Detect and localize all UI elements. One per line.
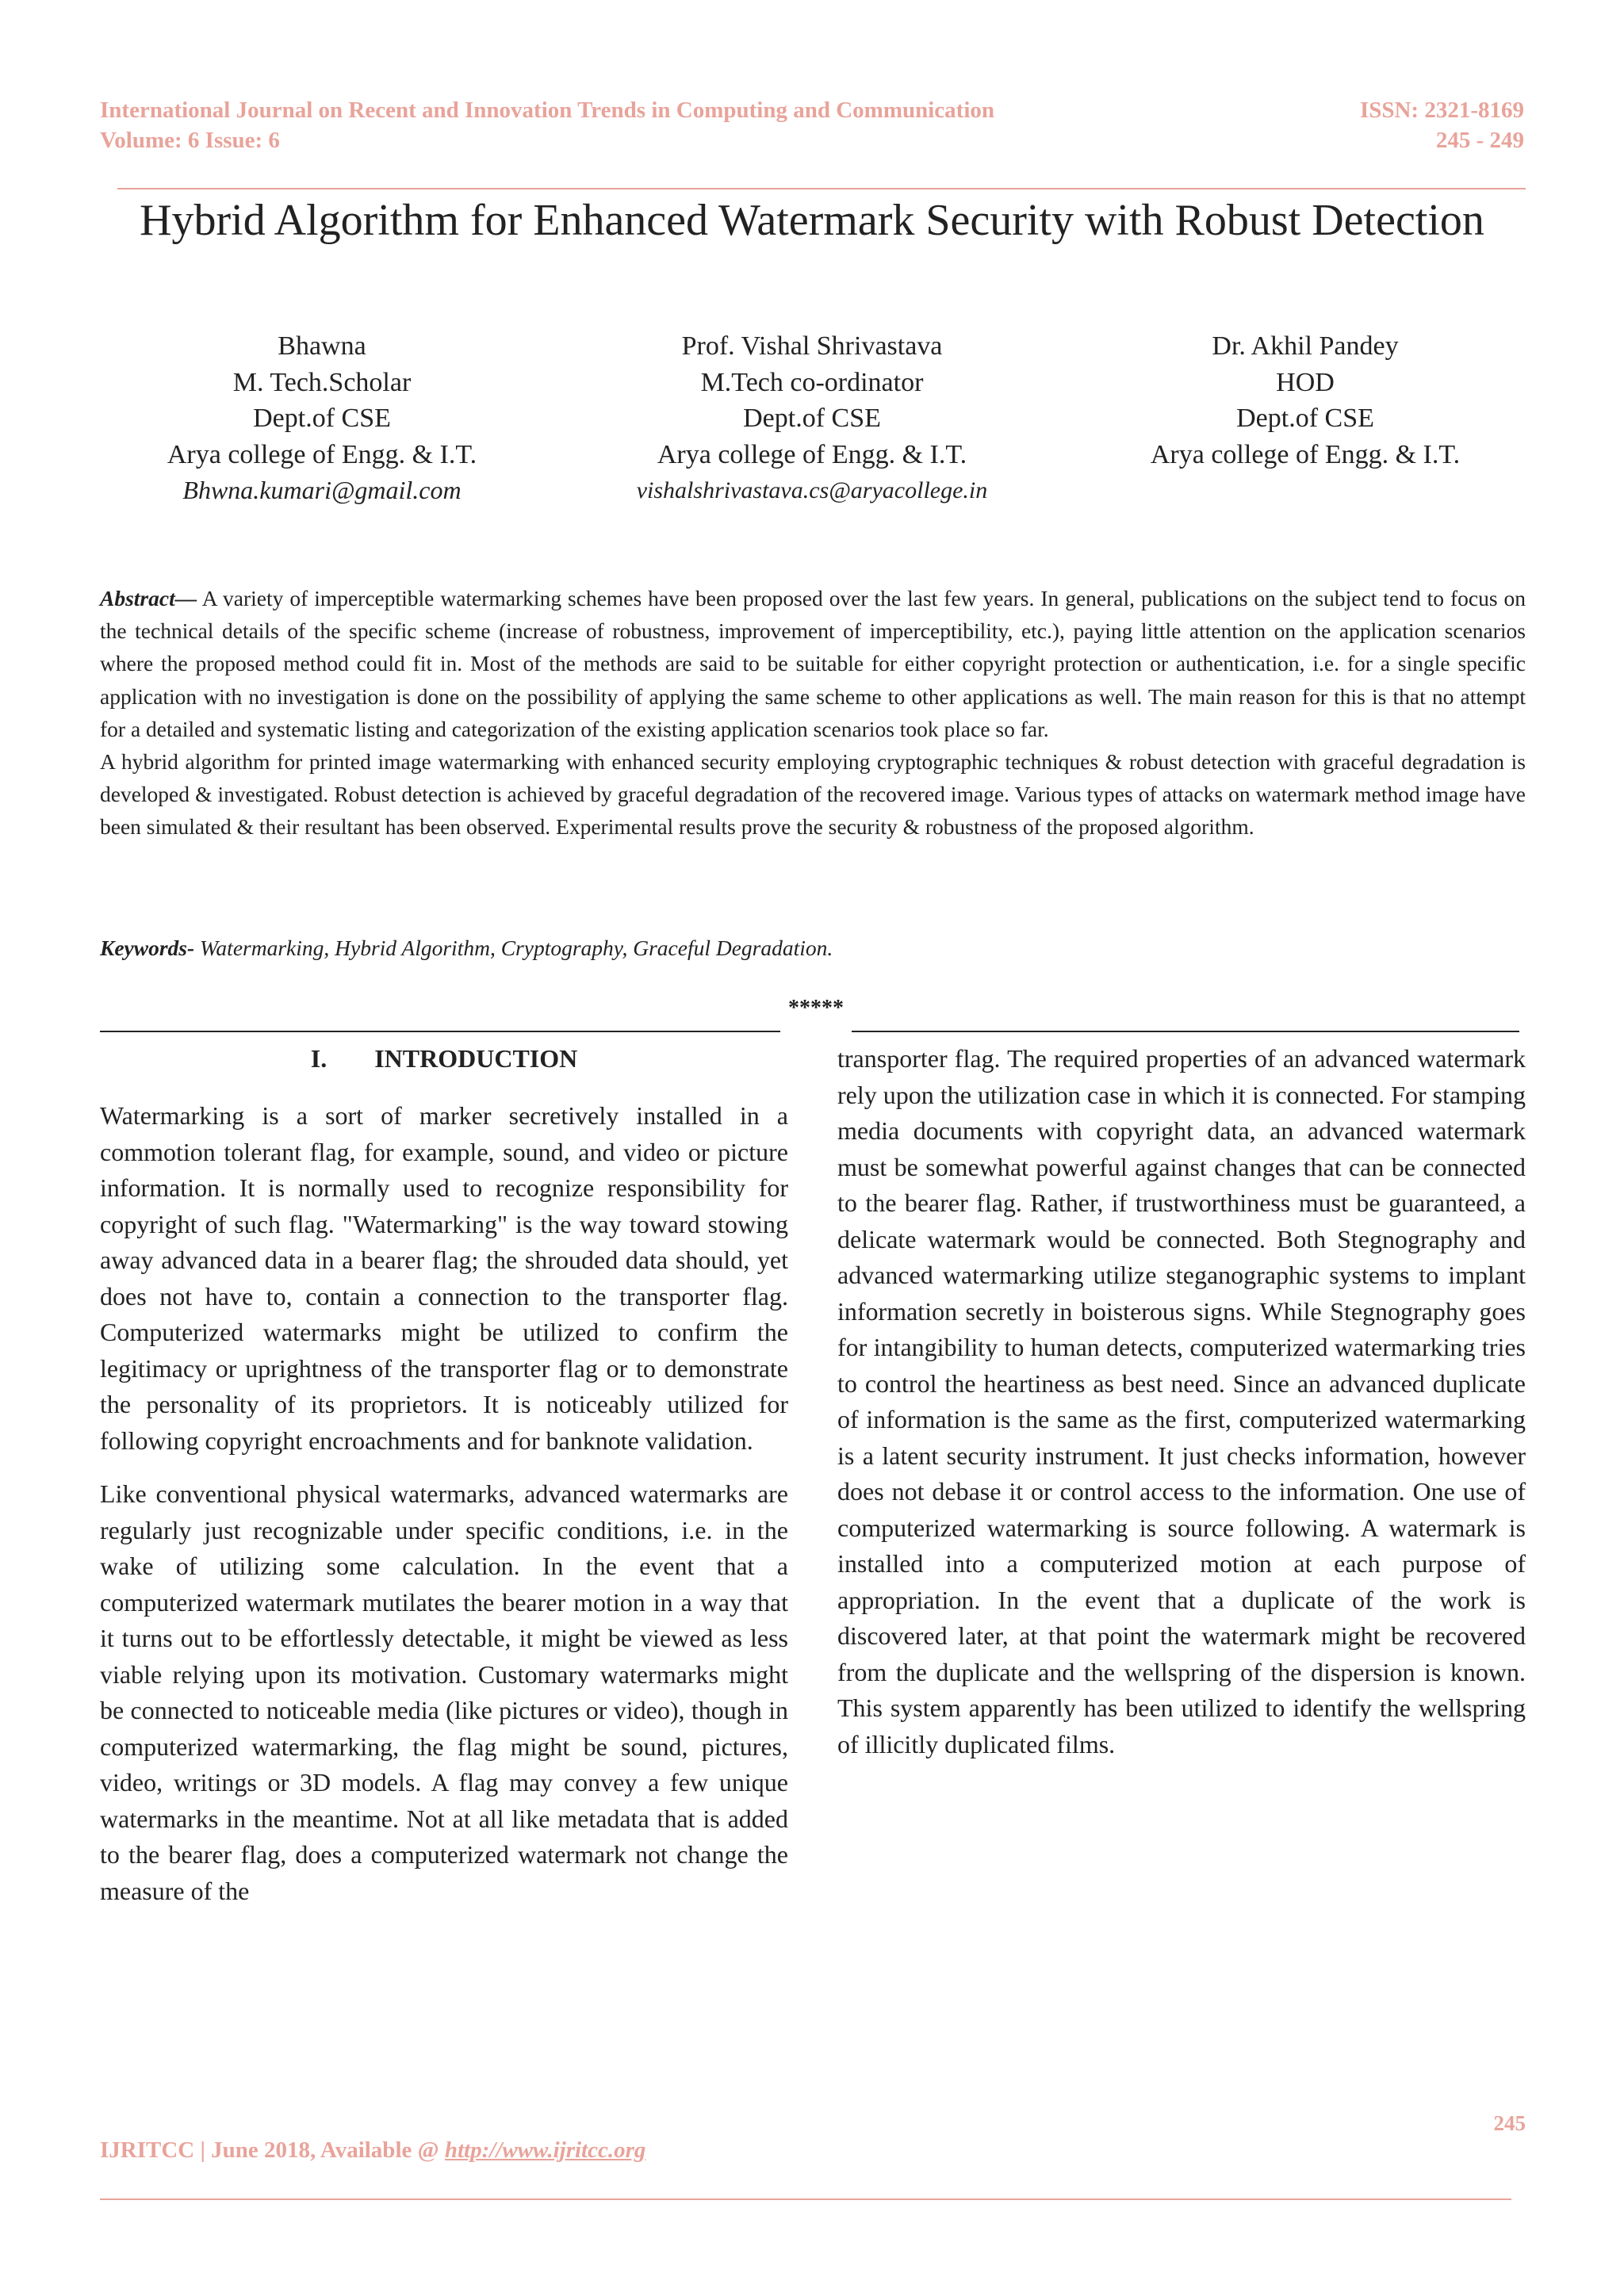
keywords-value: Watermarking, Hybrid Algorithm, Cryptography, Graceful Degradation. <box>194 936 833 960</box>
abstract-text-1: A variety of imperceptible watermarking schemes have been proposed over the last few years. In general, publications on the subject tend to focus on the technical details of the specific scheme (increase of robustness, improvement of imperceptibility, etc.), paying little attention on the application scenarios where the proposed method could fit in. Most of the methods are said to be suitable for either copyright protection or authentication, i.e. for a single specific application with no investigation is done on the possibility of applying the same scheme to other applications as well. The main reason for this is that no attempt for a detailed and systematic listing and categorization of the existing application scenarios took place so far. <box>100 586 1526 741</box>
separator-rule-right <box>852 1031 1519 1032</box>
author-email: Bhwna.kumari@gmail.com <box>182 476 462 504</box>
journal-issn-block <box>1207 95 1524 155</box>
journal-name: International Journal on Recent and Innovation Trends in Computing and Communication <box>100 98 994 123</box>
abstract <box>100 582 1526 844</box>
body-paragraph: transporter flag. The required properties of an advanced watermark rely upon the utilization case in which it is connected. For stamping media documents with copyright data, an advanced watermark must be somewhat powerful against changes that can be connected to the bearer flag. Rather, if trustworthiness must be guaranteed, a delicate watermark would be connected. Both Stegnography and advanced watermarking utilize steganographic systems to implant information secretly in boisterous signs. While Stegnography goes for intangibility to human detects, computerized watermarking tries to control the heartiness as best need. Since an advanced duplicate of information is the same as the first, computerized watermarking is a latent security instrument. It just checks information, however does not debase it or control access to the information. One use of computerized watermarking is source following. A watermark is installed into a computerized motion at each purpose of appropriation. In the event that a duplicate of the work is discovered later, at that point the watermark might be recovered from the duplicate and the wellspring of the dispersion is known. This system apparently has been utilized to identify the wellspring of illicitly duplicated films. <box>837 1044 1526 1758</box>
keywords <box>100 932 1526 964</box>
footer-text: IJRITCC | June 2018, Available @ <box>100 2137 445 2163</box>
author-role: HOD <box>1276 367 1335 397</box>
author-role: M.Tech co-ordinator <box>700 367 924 397</box>
body-paragraph: Like conventional physical watermarks, advanced watermarks are regularly just recognizable under specific conditions, i.e. in the wake of utilizing some calculation. In the event that a computerized watermark mutilates the bearer motion in a way that it turns out to be effortlessly detectable, it might be viewed as less viable relying upon its motivation. Customary watermarks might be connected to noticeable media (like pictures or video), though in computerized watermarking, the flag might be sound, pictures, video, writings or 3D models. A flag may convey a few unique watermarks in the meantime. Not at all like metadata that is added to the bearer flag, does a computerized watermark not change the measure of the <box>100 1479 788 1905</box>
author-block-2 <box>566 328 1058 509</box>
footer-link[interactable]: http://www.ijritcc.org <box>444 2137 646 2163</box>
page-number: 245 <box>1493 2111 1526 2135</box>
author-email: vishalshrivastava.cs@aryacollege.in <box>636 477 988 503</box>
author-dept: Dept.of CSE <box>1236 404 1374 433</box>
author-name: Bhawna <box>278 331 366 361</box>
separator-rule-left <box>100 1031 780 1032</box>
abstract-paragraph-1 <box>100 582 1526 745</box>
abstract-label: Abstract— <box>100 586 197 610</box>
section-number: I. <box>310 1044 327 1073</box>
section-heading <box>100 1041 788 1077</box>
journal-header <box>100 95 1210 155</box>
section-title: INTRODUCTION <box>374 1044 578 1073</box>
author-college: Arya college of Engg. & I.T. <box>657 439 967 469</box>
keywords-label: Keywords- <box>100 936 195 960</box>
separator-stars: ***** <box>788 996 844 1020</box>
author-dept: Dept.of CSE <box>253 404 391 433</box>
footer-divider <box>100 2198 1511 2200</box>
author-name: Dr. Akhil Pandey <box>1212 331 1399 361</box>
author-block-3 <box>1059 328 1551 473</box>
journal-pages: 245 - 249 <box>1435 128 1524 153</box>
journal-issn: ISSN: 2321-8169 <box>1359 98 1524 123</box>
author-block-1 <box>76 328 568 509</box>
body-column-right <box>837 1041 1526 1780</box>
abstract-paragraph-2: A hybrid algorithm for printed image watermarking with enhanced security employing cryptographic techniques & robust detection with graceful degradation is developed & investigated. Robust detection is achieved by graceful degradation of the recovered image. Various types of attacks on watermark method image have been simulated & their resultant has been observed. Experimental results prove the security & robustness of the proposed algorithm. <box>100 749 1526 840</box>
body-paragraph: Watermarking is a sort of marker secretively installed in a commotion tolerant flag, for example, sound, and video or picture information. It is normally used to recognize responsibility for copyright of such flag. "Watermarking" is the way toward stowing away advanced data in a bearer flag; the shrouded data should, yet does not have to, contain a connection to the transporter flag. Computerized watermarks might be utilized to confirm the legitimacy or uprightness of the transporter flag or to demonstrate the personality of its proprietors. It is noticeably utilized for following copyright encroachments and for banknote validation. <box>100 1101 788 1455</box>
paper-title: Hybrid Algorithm for Enhanced Watermark Security with Robust Detection <box>140 196 1484 245</box>
footer <box>100 2134 645 2166</box>
author-name: Prof. Vishal Shrivastava <box>681 331 943 361</box>
author-college: Arya college of Engg. & I.T. <box>167 439 477 469</box>
author-college: Arya college of Engg. & I.T. <box>1150 439 1461 469</box>
author-role: M. Tech.Scholar <box>232 367 412 397</box>
journal-volume: Volume: 6 Issue: 6 <box>100 128 280 153</box>
author-dept: Dept.of CSE <box>743 404 881 433</box>
body-column-left <box>100 1098 788 1927</box>
